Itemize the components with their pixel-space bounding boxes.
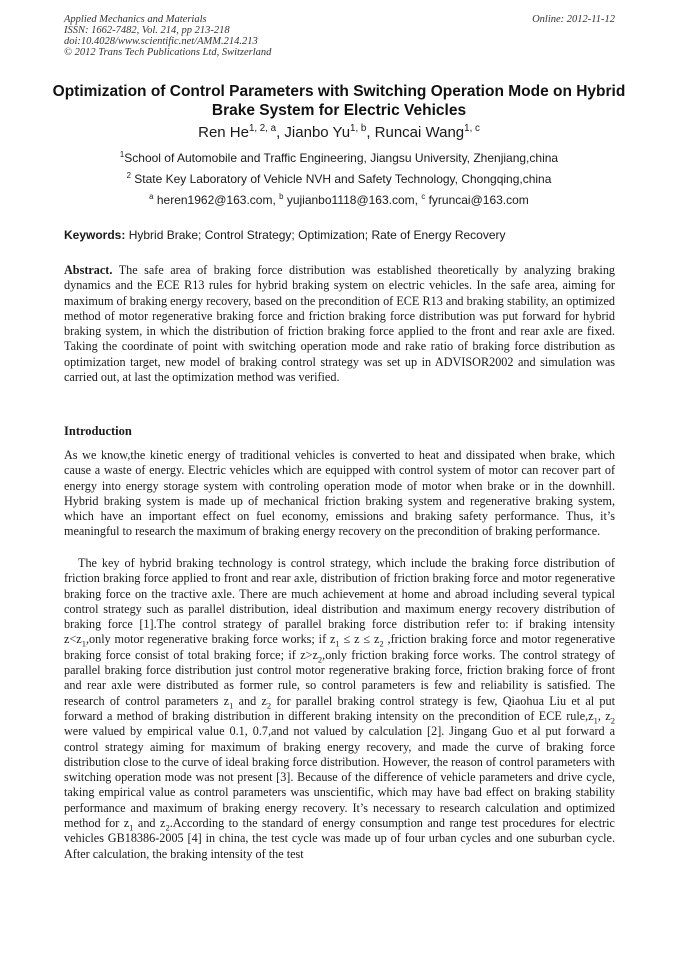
author-name: Jianbo Yu: [284, 124, 351, 141]
paper-title: Optimization of Control Parameters with Switching Operation Mode on Hybrid Brake System for Electric Vehicles: [52, 83, 626, 119]
keywords-text: Hybrid Brake; Control Strategy; Optimization; Rate of Energy Recovery: [128, 228, 506, 242]
email-link[interactable]: fyruncai@163.com: [428, 193, 529, 207]
author-name: Ren He: [198, 124, 249, 141]
text-run: ,only friction braking force works. The control strategy of parallel braking force distribution just control motor regenerative braking force, friction braking force of front and rear axle were distributed as former rule, so control parameters is few and reliability is satisfied. The research of control parameters z: [64, 647, 615, 708]
abstract-label: Abstract.: [64, 263, 113, 277]
text-run: ,only motor regenerative braking force works; if z: [85, 632, 336, 647]
affiliation-mark: 2: [126, 171, 131, 180]
affiliation-text: State Key Laboratory of Vehicle NVH and Safety Technology, Chongqing,china: [134, 172, 552, 186]
subscript: 1: [593, 715, 598, 726]
email-mark: b: [279, 192, 284, 201]
text-run: for parallel braking control strategy is few, Qiaohua Liu et al put forward a method of braking distribution in different braking intensity on the precondition of ECE rule,z: [64, 693, 616, 723]
text-run: ≤ z ≤ z: [339, 632, 380, 647]
copyright-line: © 2012 Trans Tech Publications Ltd, Switzerland: [64, 47, 272, 58]
subscript: 1: [229, 700, 234, 711]
author-affiliation-mark: 1, 2, a: [248, 123, 277, 134]
affiliation-2: [50, 172, 628, 186]
subscript: 2: [610, 715, 615, 726]
author-affiliation-mark: 1, b: [350, 123, 367, 134]
affiliation-1: [50, 151, 628, 165]
intro-paragraph-1: As we know,the kinetic energy of traditional vehicles is converted to heat and dissipated when brake, which cause a waste of energy. Electric vehicles which are equipped with control system of motor can recover part of energy into energy storage system with controling operation mode of motor when brake or in the downhill. Hybrid braking system is made up of mechanical friction braking system and regenerative braking system, which have an important effect on fuel economy, emissions and braking safety performance. Thus, it’s meaningful to research the maximum of braking energy recovery on the precondition of braking performance.: [64, 448, 615, 539]
subscript: 1: [129, 822, 134, 833]
journal-name: Applied Mechanics and Materials: [64, 14, 207, 25]
text-run: The key of hybrid braking technology is control strategy, which include the braking force distribution of friction braking force applied to front and rear axle, distribution of friction braking force and motor regenerative braking force on the tractive axle. There are much achievement at home and abroad including several typical control strategy such as parallel distribution, ideal distribution and maximum energy recovery distribution of braking force [1].The control strategy of parallel braking force distribution refer to: if braking intensity z<z: [64, 556, 615, 647]
email-mark: a: [149, 192, 154, 201]
author-affiliation-mark: 1, c: [464, 123, 480, 134]
abstract-text: The safe area of braking force distribution was established theoretically by analyzing braking dynamics and the ECE R13 rules for hybrid braking system on electric vehicles. In the safe area, aiming for maximum of braking energy recovery, based on the precondition of ECE R13 and braking stability, an optimized method of motor regenerative braking force and friction braking force distribution was put forward for hybrid braking system, in which the distribution of friction braking force applied to the front and rear axle are fixed. Taking the coordinate of point with switching operation mode and rake ratio of braking force distribution as optimization target, new model of braking control strategy was set up in ADVISOR2002 and simulation was carried out, at last the optimization method was verified.: [64, 263, 616, 385]
email-list: [50, 193, 628, 207]
journal-header: [64, 14, 615, 58]
online-date: Online: 2012-11-12: [532, 14, 615, 25]
section-heading: Introduction: [64, 424, 132, 438]
subscript: 1: [81, 638, 86, 649]
affiliation-mark: 1: [119, 150, 125, 159]
author-list: Ren He$^{1, 2, a}$, Jianbo Yu$^{1, b}$, Runcai Wang$^{1, c}$: [198, 123, 480, 141]
email-mark: c: [421, 192, 426, 201]
abstract: [64, 263, 615, 385]
affiliation-text: School of Automobile and Traffic Engineering, Jiangsu University, Zhenjiang,china: [124, 151, 559, 165]
intro-paragraph-2: [64, 556, 615, 862]
keywords-label: Keywords:: [64, 228, 126, 242]
text-run: ,friction braking force and motor regenerative braking force consist of total braking force; if z>z: [64, 632, 615, 662]
text-run: .According to the standard of energy consumption and range test procedures for electric vehicles GB18386-2005 [4] in china, the test cycle was made up of four urban cycles and one suburban cycle. After calculation, the braking intensity of the test: [64, 816, 615, 861]
issn-line: ISSN: 1662-7482, Vol. 214, pp 213-218: [64, 25, 230, 36]
email-link[interactable]: yujianbo1118@163.com,: [286, 193, 418, 207]
subscript: 2: [317, 654, 323, 665]
subscript: 2: [165, 822, 170, 833]
keywords: [64, 228, 615, 242]
author-name: Runcai Wang: [374, 124, 465, 141]
text-run: and z: [233, 693, 267, 708]
text-run: were valued by empirical value 0.1, 0.7,and not valued by calculation [2]. Jingang Guo et al put forward a control strategy aiming for maximum of braking energy recovery, and made the curve of braking force distribution close to the curve of ideal braking force distribution. However, the reason of control parameters with switching operation mode was not present [3]. Because of the difference of vehicle parameters and drive cycle, taking empirical value as control parameters was unscientific, which may have bad effect on braking stability performance and maximum of braking energy recovery. It’s necessary to research calculation and optimized method for z: [64, 724, 615, 831]
subscript: 2: [379, 638, 384, 649]
text-run: , z: [597, 708, 611, 723]
email-link[interactable]: heren1962@163.com,: [156, 193, 276, 207]
subscript: 1: [335, 638, 340, 649]
text-run: and z: [133, 816, 166, 831]
subscript: 2: [266, 700, 272, 711]
doi-line: doi:10.4028/www.scientific.net/AMM.214.213: [64, 36, 258, 47]
